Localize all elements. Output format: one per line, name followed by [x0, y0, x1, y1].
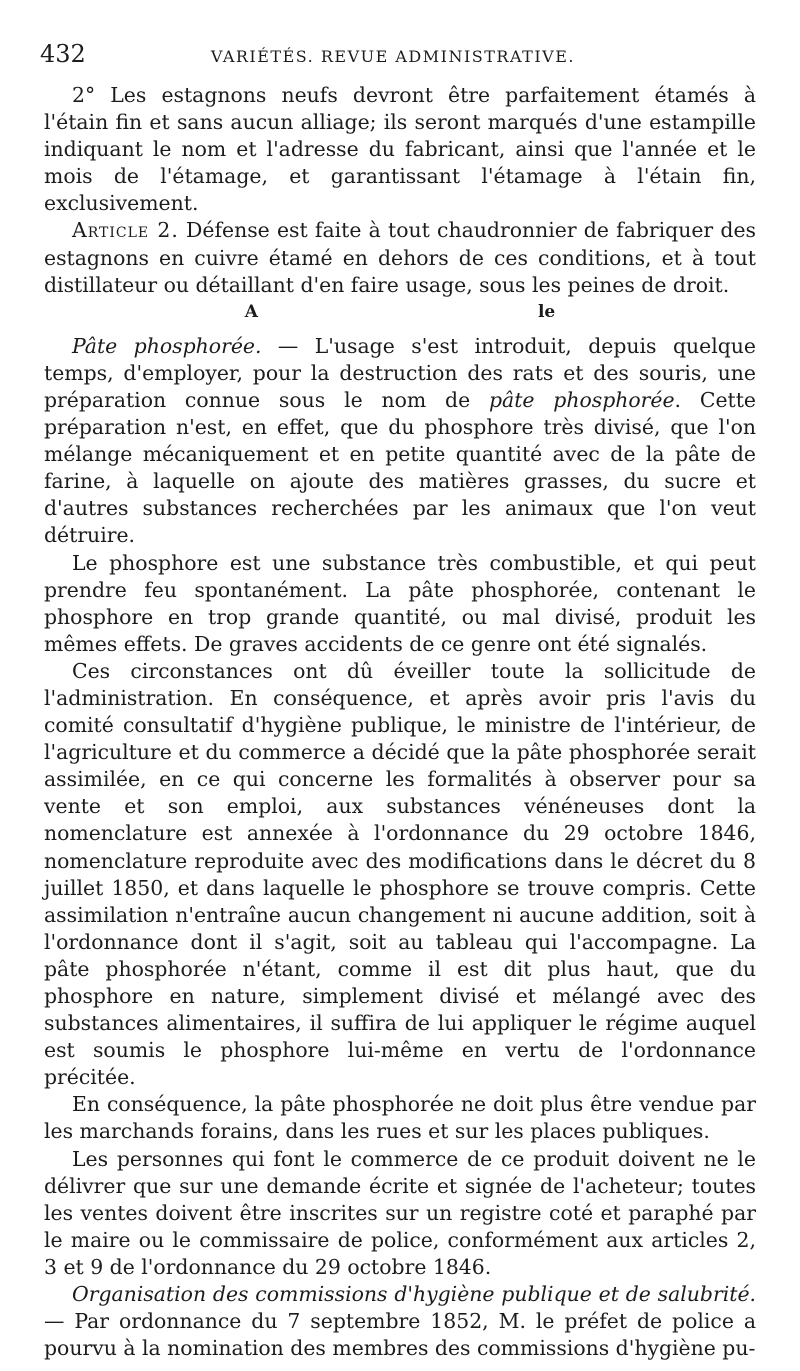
- paragraph-phosphore: Le phosphore est une substance très combustible, et qui peut prendre feu spontanément. La pâte phosphorée, contenant le phosphore en trop grande quantité, ou mal divisé, produit les mêmes effets. De graves accidents de ce genre ont été signalés.: [44, 550, 756, 656]
- paragraph-article-2: [44, 217, 756, 298]
- paragraph-article-1-item-2: 2° Les estagnons neufs devront être parfaitement étamés à l'étain fin et sans aucun alliage; ils seront marqués d'une estampille indiquant le nom et l'adresse du fabricant, ainsi que l'année et le mois de l'étamage, et garantissant l'étamage à l'étain fin, exclusivement.: [44, 83, 756, 216]
- marginal-letters: [44, 299, 756, 322]
- article-2-text: Défense est faite à tout chaudronnier de fabriquer des estagnons en cuivre étamé en dehors de ces conditions, et à tout distillateur ou détaillant d'en faire usage, sous les peines de droit.: [44, 218, 756, 297]
- body-text: [44, 82, 756, 1361]
- paragraph-personnes: Les personnes qui font le commerce de ce produit doivent ne le délivrer que sur une demande écrite et signée de l'acheteur; toutes les ventes doivent être inscrites sur un registre coté et paraphé par le maire ou le commissaire de police, conformément aux articles 2, 3 et 9 de l'ordonnance du 29 octobre 1846.: [44, 1146, 756, 1279]
- pate-italic-term: pâte phosphorée: [488, 387, 675, 412]
- organisation-text: — Par ordonnance du 7 septembre 1852, M. le préfet de police a pourvu à la nomination des membres des commissions d'hygiène pu-: [44, 1309, 756, 1361]
- paragraph-consequence: En conséquence, la pâte phosphorée ne doit plus être vendue par les marchands forains, dans les rues et sur les places publiques.: [44, 1092, 756, 1144]
- marginal-letter-right: le: [537, 301, 556, 322]
- paragraph-organisation: [44, 1281, 756, 1362]
- marginal-letter-left: A: [244, 301, 258, 322]
- article-2-label: Article 2.: [72, 218, 179, 243]
- section-title-pate-phosphoree: Pâte phosphorée.: [72, 333, 262, 358]
- paragraph-circonstances: Ces circonstances ont dû éveiller toute la sollicitude de l'administration. En conséquence, et après avoir pris l'avis du comité consultatif d'hygiène publique, le ministre de l'intérieur, de l'agriculture et du commerce a décidé que la pâte phosphorée serait assimilée, en ce qui concerne les formalités à observer pour sa vente et son emploi, aux substances vénéneuses dont la nomenclature est annexée à l'ordonnance du 29 octobre 1846, nomenclature reproduite avec des modifications dans le décret du 8 juillet 1850, et dans laquelle le phosphore se trouve compris. Cette assimilation n'entraîne aucun changement ni aucune addition, soit à l'ordonnance dont il s'agit, soit au tableau qui l'accompagne. La pâte phosphorée n'étant, comme il est dit plus haut, que du phosphore en nature, simplement divisé et mélangé avec des substances alimentaires, il suffira de lui appliquer le régime auquel est soumis le phosphore lui-même en vertu de l'ordonnance précitée.: [44, 658, 756, 1090]
- pate-text-2: . Cette préparation n'est, en effet, que du phosphore très divisé, que l'on mélange mécaniquement et en petite quantité avec de la pâte de farine, à laquelle on ajoute des matières grasses, du sucre et d'autres substances recherchées par les animaux que l'on veut détruire.: [44, 387, 756, 548]
- paragraph-pate-phosphoree: [44, 333, 756, 550]
- pate-text-1: — L'usage s'est introduit, depuis quelque temps, d'employer, pour la destruction des rats et des souris, une préparation connue sous le nom de: [44, 333, 756, 412]
- page-number: 432: [40, 40, 86, 68]
- page-header: [40, 40, 760, 70]
- running-head: VARIÉTÉS. REVUE ADMINISTRATIVE.: [210, 47, 575, 66]
- section-title-organisation: Organisation des commissions d'hygiène publique et de salubrité.: [72, 1282, 756, 1307]
